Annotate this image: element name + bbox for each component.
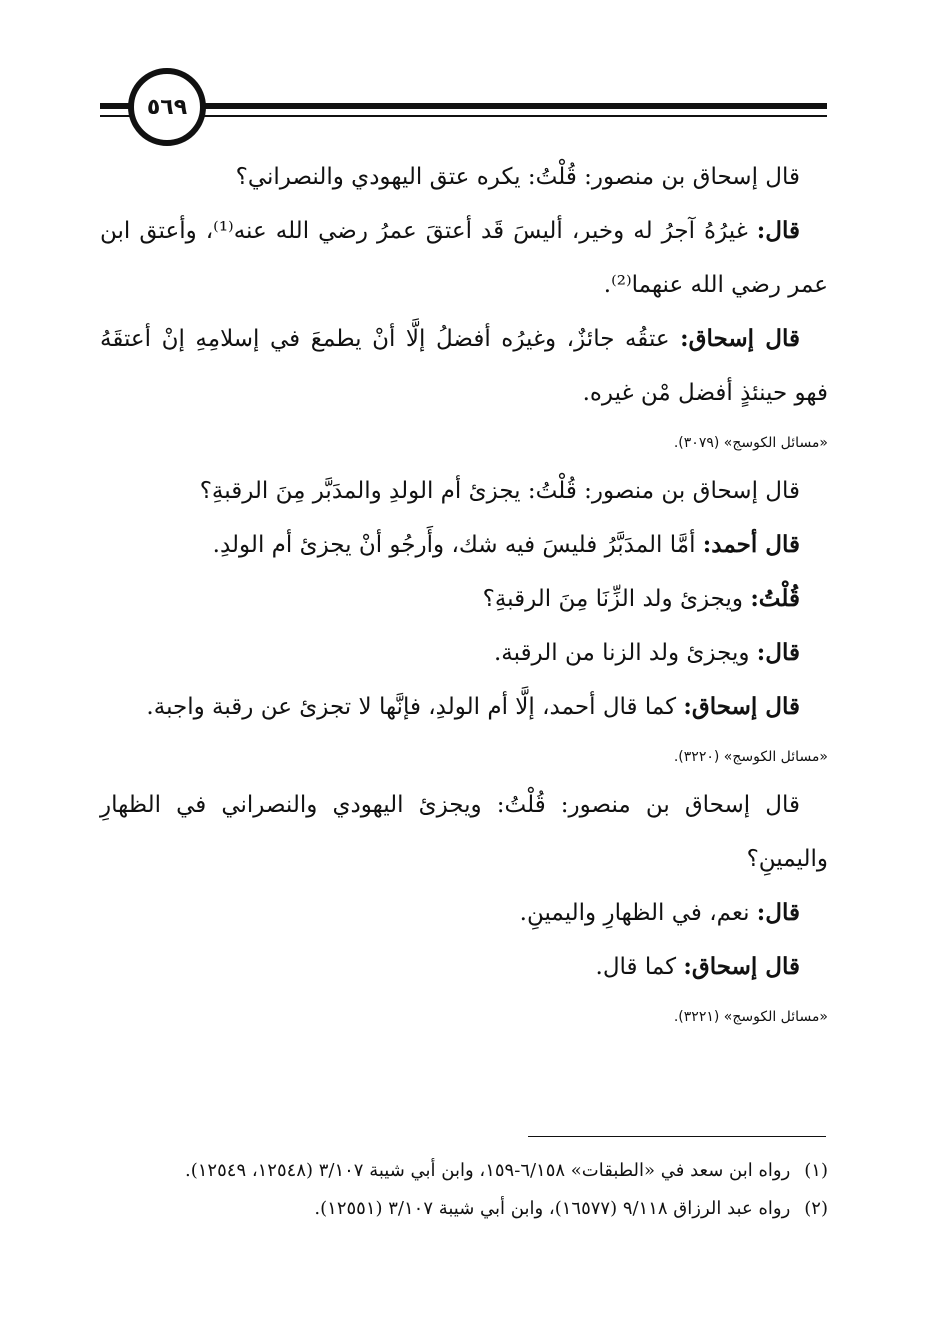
paragraph-text: غيرُهُ آجرُ له وخير، أليسَ قَد أعتقَ عمرُ رضي الله عنه⁽¹⁾، وأعتق ابن عمر رضي الله عنهما⁽²⁾. (100, 218, 828, 298)
footnote-text: رواه عبد الرزاق ٩/١١٨ (١٦٥٧٧)، وابن أبي شيبة ٣/١٠٧ (١٢٥٥١). (314, 1198, 791, 1219)
footnote-number: (١) (804, 1160, 828, 1181)
speaker-label: قال إسحاق: (680, 325, 800, 352)
footnote-text: رواه ابن سعد في «الطبقات» ٦/١٥٨-١٥٩، وابن أبي شيبة ٣/١٠٧ (١٢٥٤٨، ١٢٥٤٩). (185, 1160, 791, 1181)
paragraph-text: قال إسحاق بن منصور: قُلْتُ: ويجزئ اليهودي والنصراني في الظهارِ واليمينِ؟ (100, 792, 828, 872)
page-number: ٥٦٩ (146, 94, 188, 120)
paragraph-text: قال إسحاق بن منصور: قُلْتُ: يجزئ أم الولدِ والمدَبَّر مِنَ الرقبةِ؟ (199, 478, 800, 504)
page-body (100, 150, 828, 1038)
paragraph (100, 886, 828, 940)
speaker-label: قال: (756, 639, 800, 666)
footnote-divider (528, 1136, 826, 1137)
source-citation: «مسائل الكوسج» (٣٢٢٠). (673, 749, 828, 765)
paragraph-text: نعم، في الظهارِ واليمينِ. (519, 900, 750, 926)
source-citation: «مسائل الكوسج» (٣٠٧٩). (673, 435, 828, 451)
speaker-label: قال: (756, 899, 800, 926)
speaker-label: قال إسحاق: (683, 953, 800, 980)
paragraph-text: ويجزئ ولد الزنا من الرقبة. (493, 640, 750, 666)
page-number-badge (128, 68, 206, 146)
paragraph (100, 464, 828, 518)
paragraph (100, 572, 828, 626)
paragraph (100, 680, 828, 734)
header-rule-right (195, 103, 827, 109)
speaker-label: قال أحمد: (702, 531, 800, 558)
paragraph (100, 150, 828, 204)
header-rule-right-thin (195, 115, 827, 117)
paragraph-text: عتقُه جائزٌ، وغيرُه أفضلُ إلَّا أنْ يطمعَ في إسلامِهِ إنْ أعتقَهُ فهو حينئذٍ أفضل مْن غيره. (100, 326, 828, 406)
paragraph (100, 518, 828, 572)
paragraph-text: كما قال أحمد، إلَّا أم الولدِ، فإنَّها لا تجزئ عن رقبة واجبة. (146, 694, 677, 720)
paragraph (100, 626, 828, 680)
page-header (0, 0, 935, 160)
paragraph-text: ويجزئ ولد الزِّنَا مِنَ الرقبةِ؟ (482, 586, 743, 612)
paragraph-text: قال إسحاق بن منصور: قُلْتُ: يكره عتق اليهودي والنصراني؟ (235, 164, 800, 190)
footnote-number: (٢) (804, 1198, 828, 1219)
speaker-label: قال إسحاق: (683, 693, 800, 720)
paragraph-text: كما قال. (595, 954, 677, 980)
footnote (100, 1190, 828, 1228)
paragraph (100, 940, 828, 994)
speaker-label: قال: (756, 217, 801, 244)
speaker-label: قُلْتُ: (750, 585, 800, 612)
paragraph-text: أمَّا المدَبَّرُ فليسَ فيه شك، وأَرجُو أنْ يجزئ أم الولدِ. (212, 532, 696, 558)
paragraph (100, 312, 828, 420)
footnotes (100, 1152, 828, 1228)
source-citation: «مسائل الكوسج» (٣٢٢١). (673, 1009, 828, 1025)
footnote (100, 1152, 828, 1190)
paragraph (100, 778, 828, 886)
paragraph (100, 204, 828, 312)
